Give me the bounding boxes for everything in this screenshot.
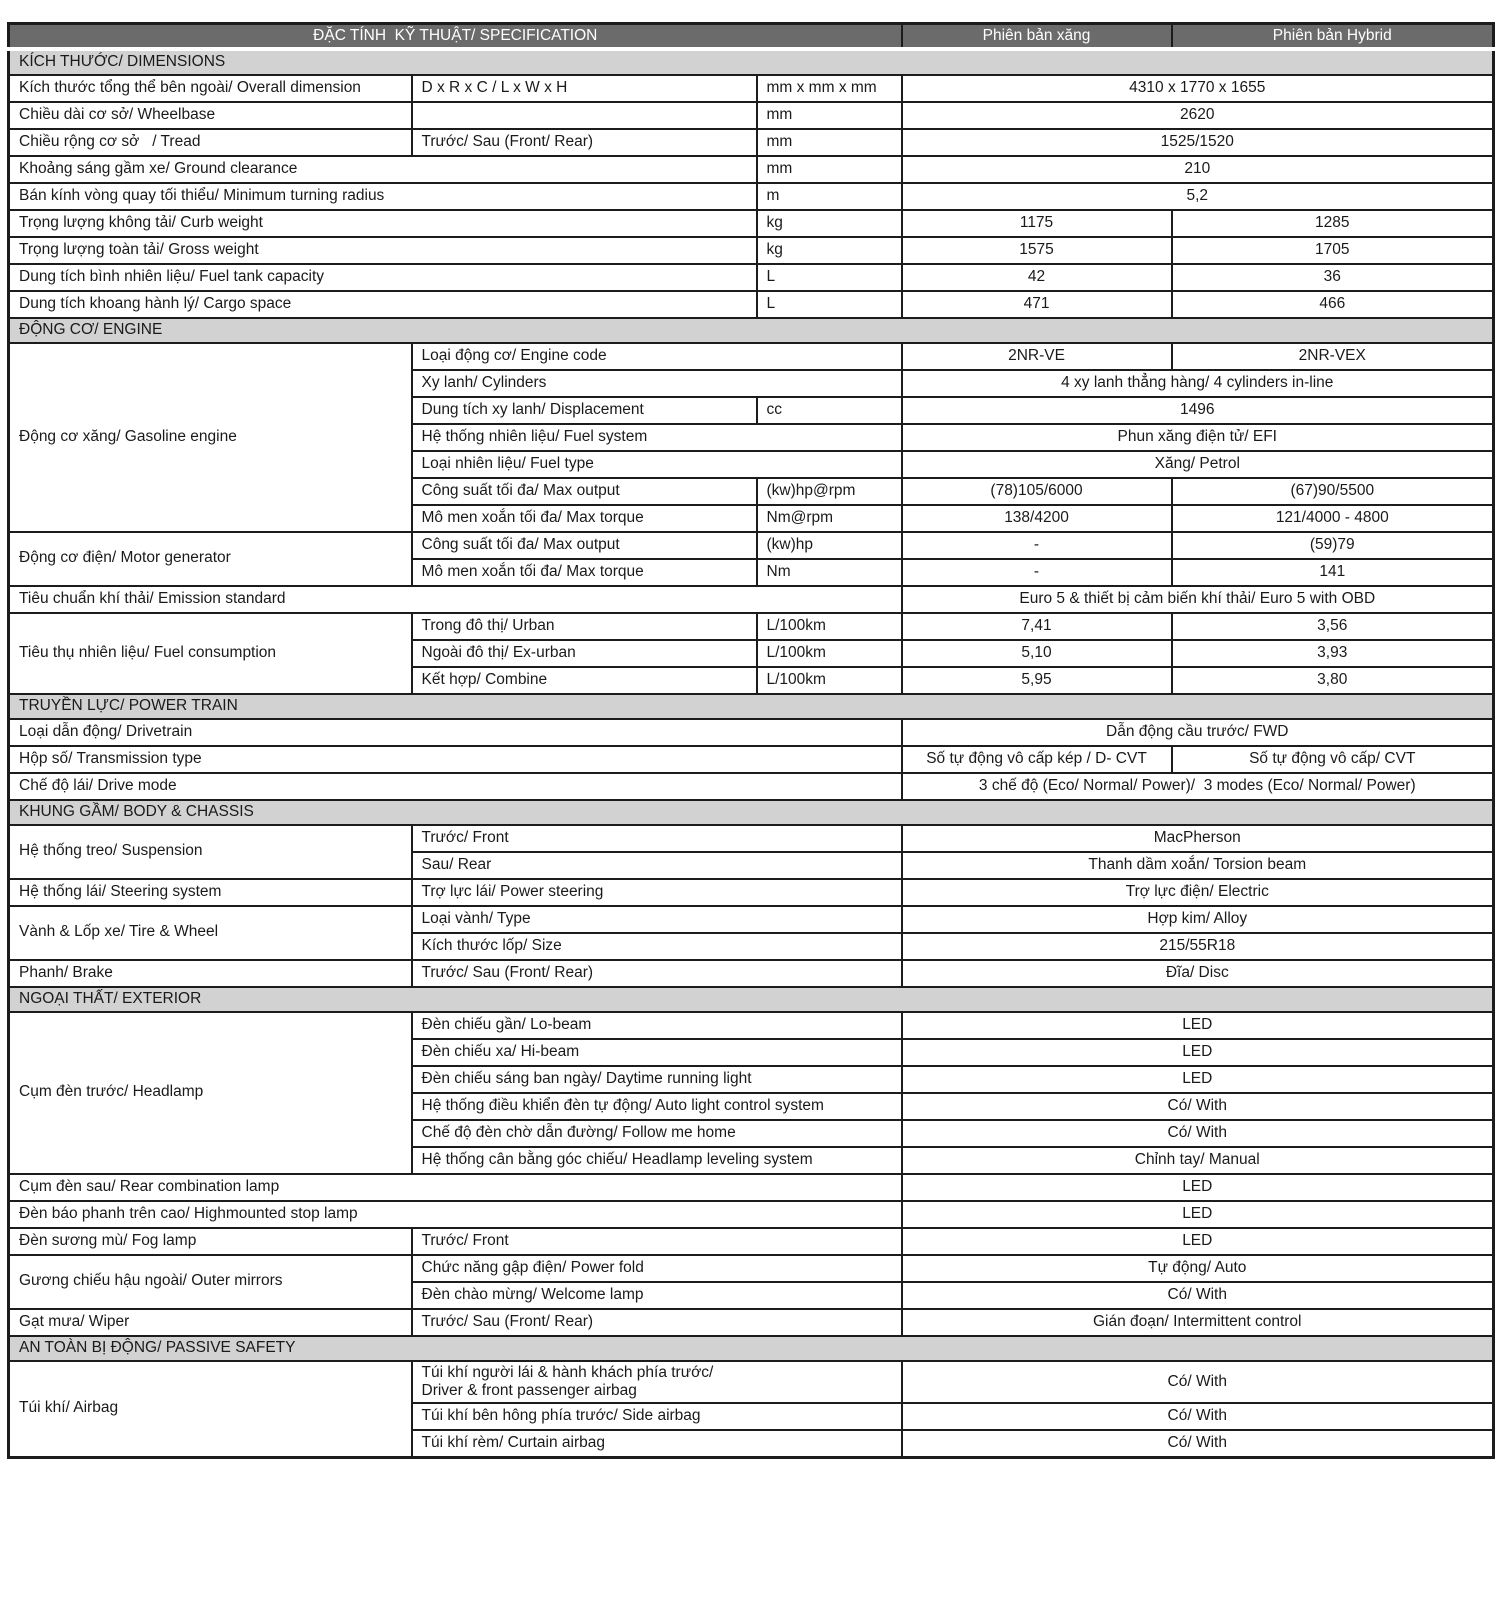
value-cell: 1496 [902,397,1494,424]
row-label-cell: Loại nhiên liệu/ Fuel type [412,451,902,478]
table-row [9,1309,1494,1336]
table-row [9,102,1494,129]
value-cell: 215/55R18 [902,933,1494,960]
row-label-cell: Mô men xoắn tối đa/ Max torque [412,505,757,532]
unit-cell: mm [757,129,902,156]
table-row [9,156,1494,183]
value-cell: Có/ With [902,1282,1494,1309]
table-row [9,1361,1494,1404]
column-header-gas: Phiên bản xăng [902,24,1172,50]
value-cell: LED [902,1039,1494,1066]
table-row [9,264,1494,291]
row-label-cell: Hệ thống cân bằng góc chiếu/ Headlamp leveling system [412,1147,902,1174]
table-row [9,960,1494,987]
row-label-cell: Công suất tối đa/ Max output [412,532,757,559]
row-label-cell: Kết hợp/ Combine [412,667,757,694]
row-label-cell: Phanh/ Brake [9,960,412,987]
unit-cell: cc [757,397,902,424]
unit-cell: mm [757,102,902,129]
value-cell-gas: 138/4200 [902,505,1172,532]
section-row [9,49,1494,74]
value-cell: Gián đoạn/ Intermittent control [902,1309,1494,1336]
row-label-cell: Sau/ Rear [412,852,902,879]
unit-cell: (kw)hp@rpm [757,478,902,505]
row-label-cell: Trong đô thị/ Urban [412,613,757,640]
row-group-cell: Tiêu thụ nhiên liệu/ Fuel consumption [9,613,412,694]
row-label-cell: Mô men xoắn tối đa/ Max torque [412,559,757,586]
value-cell-gas: Số tự động vô cấp kép / D- CVT [902,746,1172,773]
table-row [9,237,1494,264]
spec-header-cell: ĐẶC TÍNH KỸ THUẬT/ SPECIFICATION [9,24,902,50]
value-cell: 4 xy lanh thẳng hàng/ 4 cylinders in-line [902,370,1494,397]
section-header: TRUYỀN LỰC/ POWER TRAIN [9,694,1494,719]
value-cell-hybrid: 121/4000 - 4800 [1172,505,1494,532]
value-cell: MacPherson [902,825,1494,852]
unit-cell: Nm [757,559,902,586]
row-group-cell: Vành & Lốp xe/ Tire & Wheel [9,906,412,960]
row-label-cell: Dung tích bình nhiên liệu/ Fuel tank capacity [9,264,757,291]
value-cell: Dẫn động cầu trước/ FWD [902,719,1494,746]
row-label-cell: Chiều dài cơ sở/ Wheelbase [9,102,412,129]
value-cell-hybrid: 3,80 [1172,667,1494,694]
row-label-cell: Trọng lượng toàn tải/ Gross weight [9,237,757,264]
row-label-cell: Dung tích xy lanh/ Displacement [412,397,757,424]
value-cell-gas: 5,10 [902,640,1172,667]
unit-cell: mm [757,156,902,183]
value-cell: LED [902,1012,1494,1039]
row-label-cell: Hộp số/ Transmission type [9,746,902,773]
row-label-cell: Hệ thống điều khiển đèn tự động/ Auto light control system [412,1093,902,1120]
section-header: KÍCH THƯỚC/ DIMENSIONS [9,49,1494,74]
value-cell: Có/ With [902,1361,1494,1404]
row-group-cell: Hệ thống treo/ Suspension [9,825,412,879]
value-cell-gas: (78)105/6000 [902,478,1172,505]
value-cell: Có/ With [902,1430,1494,1457]
value-cell: Euro 5 & thiết bị cảm biến khí thải/ Euro 5 with OBD [902,586,1494,613]
row-label-cell: Đèn chiếu gần/ Lo-beam [412,1012,902,1039]
row-group-cell: Cụm đèn trước/ Headlamp [9,1012,412,1174]
unit-cell: L/100km [757,640,902,667]
value-cell: 1525/1520 [902,129,1494,156]
value-cell: Phun xăng điện tử/ EFI [902,424,1494,451]
row-label-cell: Túi khí rèm/ Curtain airbag [412,1430,902,1457]
table-row [9,746,1494,773]
row-label-cell: Công suất tối đa/ Max output [412,478,757,505]
row-label-cell: Loại dẫn động/ Drivetrain [9,719,902,746]
row-label-cell: Đèn chiếu xa/ Hi-beam [412,1039,902,1066]
row-label-cell: Trước/ Sau (Front/ Rear) [412,960,902,987]
table-row [9,586,1494,613]
value-cell-hybrid: Số tự động vô cấp/ CVT [1172,746,1494,773]
value-cell: Đĩa/ Disc [902,960,1494,987]
value-cell: 210 [902,156,1494,183]
row-label-cell: Chiều rộng cơ sở / Tread [9,129,412,156]
table-row [9,291,1494,318]
value-cell: LED [902,1174,1494,1201]
unit-cell: Nm@rpm [757,505,902,532]
row-group-cell: Gương chiếu hậu ngoài/ Outer mirrors [9,1255,412,1309]
unit-cell: L [757,291,902,318]
row-label-cell: Kích thước tổng thể bên ngoài/ Overall dimension [9,75,412,102]
value-cell: 4310 x 1770 x 1655 [902,75,1494,102]
value-cell: Có/ With [902,1403,1494,1430]
row-label-cell: Loại động cơ/ Engine code [412,343,902,370]
row-label-cell: Đèn chào mừng/ Welcome lamp [412,1282,902,1309]
section-header: KHUNG GẦM/ BODY & CHASSIS [9,800,1494,825]
row-label-cell: Xy lanh/ Cylinders [412,370,902,397]
section-row [9,987,1494,1012]
table-row [9,1255,1494,1282]
row-label-cell: Trước/ Sau (Front/ Rear) [412,1309,902,1336]
row-label-cell: Bán kính vòng quay tối thiểu/ Minimum turning radius [9,183,757,210]
row-group-cell: Túi khí/ Airbag [9,1361,412,1458]
value-cell: LED [902,1066,1494,1093]
unit-cell: kg [757,210,902,237]
value-cell: Xăng/ Petrol [902,451,1494,478]
value-cell-hybrid: 36 [1172,264,1494,291]
row-label-cell: Chế độ đèn chờ dẫn đường/ Follow me home [412,1120,902,1147]
unit-cell: m [757,183,902,210]
value-cell-gas: - [902,532,1172,559]
value-cell: Thanh dầm xoắn/ Torsion beam [902,852,1494,879]
value-cell: Hợp kim/ Alloy [902,906,1494,933]
unit-cell: L/100km [757,667,902,694]
row-group-cell: Động cơ xăng/ Gasoline engine [9,343,412,532]
value-cell-hybrid: (59)79 [1172,532,1494,559]
row-label-cell: Gạt mưa/ Wiper [9,1309,412,1336]
table-row [9,825,1494,852]
row-label-cell: Đèn báo phanh trên cao/ Highmounted stop lamp [9,1201,902,1228]
value-cell-gas: 1175 [902,210,1172,237]
table-row [9,613,1494,640]
value-cell-gas: - [902,559,1172,586]
section-row [9,800,1494,825]
row-label-cell: Chế độ lái/ Drive mode [9,773,902,800]
value-cell-gas: 5,95 [902,667,1172,694]
row-label-cell: Hệ thống nhiên liệu/ Fuel system [412,424,902,451]
value-cell-hybrid: 1285 [1172,210,1494,237]
row-label-cell: Ngoài đô thị/ Ex-urban [412,640,757,667]
section-header: AN TOÀN BỊ ĐỘNG/ PASSIVE SAFETY [9,1336,1494,1361]
row-label-cell: Cụm đèn sau/ Rear combination lamp [9,1174,902,1201]
table-row [9,719,1494,746]
table-row [9,879,1494,906]
value-cell: 5,2 [902,183,1494,210]
value-cell: 3 chế độ (Eco/ Normal/ Power)/ 3 modes (Eco/ Normal/ Power) [902,773,1494,800]
value-cell: LED [902,1228,1494,1255]
section-row [9,318,1494,343]
row-label-cell: Trợ lực lái/ Power steering [412,879,902,906]
value-cell: 2620 [902,102,1494,129]
value-cell-gas: 471 [902,291,1172,318]
spec-table-body [9,49,1494,1457]
row-label-cell: Đèn chiếu sáng ban ngày/ Daytime running light [412,1066,902,1093]
table-row [9,1174,1494,1201]
row-label-cell: Tiêu chuẩn khí thải/ Emission standard [9,586,902,613]
row-label-cell: Loại vành/ Type [412,906,902,933]
row-group-cell: Động cơ điện/ Motor generator [9,532,412,586]
unit-cell: L/100km [757,613,902,640]
section-row [9,1336,1494,1361]
value-cell: Có/ With [902,1093,1494,1120]
table-row [9,183,1494,210]
value-cell-gas: 1575 [902,237,1172,264]
value-cell-hybrid: 1705 [1172,237,1494,264]
row-label-cell: Dung tích khoang hành lý/ Cargo space [9,291,757,318]
table-header-row [9,24,1494,50]
table-row [9,773,1494,800]
table-row [9,210,1494,237]
value-cell-hybrid: 466 [1172,291,1494,318]
row-label-cell: Hệ thống lái/ Steering system [9,879,412,906]
table-row [9,906,1494,933]
table-row [9,1228,1494,1255]
value-cell-hybrid: 141 [1172,559,1494,586]
row-label-cell [412,102,757,129]
unit-cell: mm x mm x mm [757,75,902,102]
row-label-cell: D x R x C / L x W x H [412,75,757,102]
value-cell-gas: 2NR-VE [902,343,1172,370]
row-label-cell: Trước/ Front [412,1228,902,1255]
table-row [9,532,1494,559]
row-label-cell: Trước/ Front [412,825,902,852]
table-row [9,343,1494,370]
unit-cell: (kw)hp [757,532,902,559]
section-header: ĐỘNG CƠ/ ENGINE [9,318,1494,343]
row-label-cell: Chức năng gập điện/ Power fold [412,1255,902,1282]
column-header-hybrid: Phiên bản Hybrid [1172,24,1494,50]
value-cell-hybrid: 3,93 [1172,640,1494,667]
row-label-cell: Khoảng sáng gầm xe/ Ground clearance [9,156,757,183]
value-cell-hybrid: (67)90/5500 [1172,478,1494,505]
row-label-cell: Trước/ Sau (Front/ Rear) [412,129,757,156]
value-cell: Có/ With [902,1120,1494,1147]
table-row [9,1201,1494,1228]
unit-cell: kg [757,237,902,264]
row-label-cell: Đèn sương mù/ Fog lamp [9,1228,412,1255]
row-label-cell: Túi khí bên hông phía trước/ Side airbag [412,1403,902,1430]
table-row [9,129,1494,156]
row-label-cell: Kích thước lốp/ Size [412,933,902,960]
value-cell-gas: 7,41 [902,613,1172,640]
section-row [9,694,1494,719]
row-label-cell: Trọng lượng không tải/ Curb weight [9,210,757,237]
unit-cell: L [757,264,902,291]
value-cell-gas: 42 [902,264,1172,291]
value-cell-hybrid: 3,56 [1172,613,1494,640]
table-row [9,1012,1494,1039]
value-cell: Chỉnh tay/ Manual [902,1147,1494,1174]
table-row [9,75,1494,102]
value-cell-hybrid: 2NR-VEX [1172,343,1494,370]
row-label-cell: Túi khí người lái & hành khách phía trước/ Driver & front passenger airbag [412,1361,902,1404]
spec-table [7,22,1495,1459]
value-cell: Tự động/ Auto [902,1255,1494,1282]
value-cell: LED [902,1201,1494,1228]
value-cell: Trợ lực điện/ Electric [902,879,1494,906]
section-header: NGOẠI THẤT/ EXTERIOR [9,987,1494,1012]
